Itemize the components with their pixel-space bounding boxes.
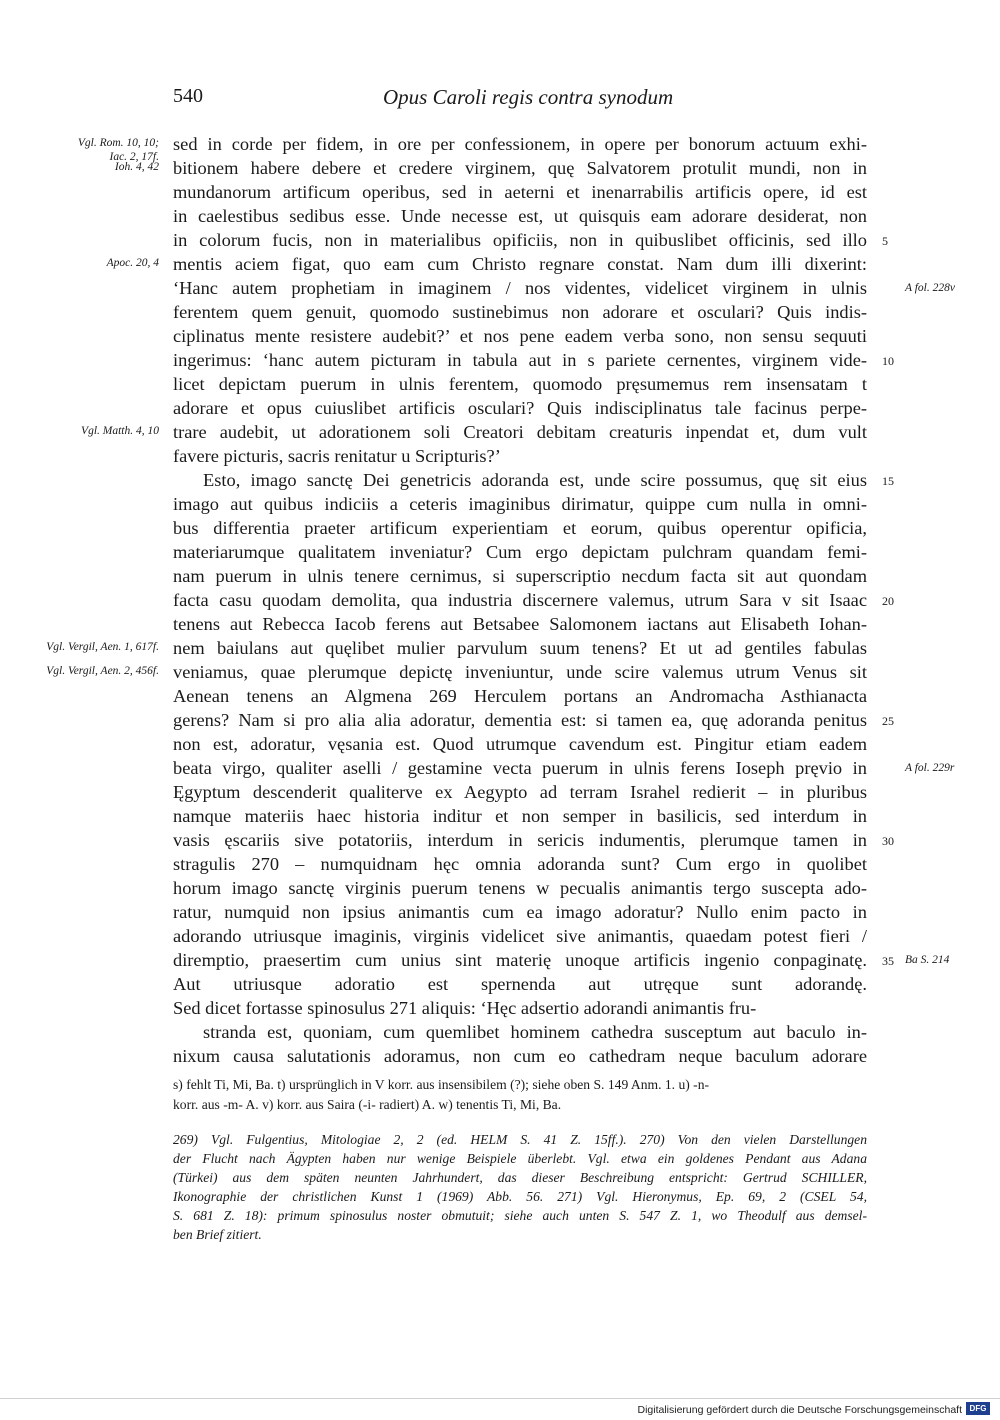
apparatus-line: korr. aus -m- A. v) korr. aus Saira (-i- radiert) A. w) tenentis Ti, Mi, Ba. — [173, 1097, 562, 1112]
text-line: ‘Hanc autem prophetiam in imaginem / nos videntes, videlicet virginem in ulnis — [173, 278, 867, 298]
text-line: adorare et opus cuiuslibet artificis osculari? Quis indisciplinatus tale facinus perpe- — [173, 398, 867, 418]
folio-reference: A fol. 229r — [905, 762, 955, 774]
apparatus-line: s) fehlt Ti, Mi, Ba. t) ursprünglich in V korr. aus insensibilem (?); siehe oben S. 149 Anm. 1. u) -n- — [173, 1077, 710, 1092]
text-line: gerens? Nam si pro alia alia adoratur, dementia est: si tamen ea, quę adoranda penitus — [173, 710, 867, 730]
line-number: 35 — [882, 954, 894, 968]
running-title: Opus Caroli regis contra synodum — [383, 85, 674, 109]
text-line: Sed dicet fortasse spinosulus 271 aliquis: ‘Hęc adsertio adorandi animantis fru- — [173, 998, 757, 1018]
footnote-line: der Flucht nach Ägypten haben nur wenige Beispiele überlebt. Vgl. etwa ein goldenes Pendant aus Adana — [173, 1151, 867, 1166]
footer-divider — [0, 1398, 1000, 1399]
margin-reference: Apoc. 20, 4 — [106, 257, 159, 269]
text-line: veniamus, quae plerumque depictę inveniuntur, unde scire valemus utrum Venus sit — [173, 662, 867, 682]
text-line: stragulis 270 – numquidnam hęc omnia adoranda sunt? Cum ergo in quolibet — [173, 854, 867, 874]
text-line: diremptio, praesertim cum unius sint materię unoque artificis ingenio conpaginatę. — [173, 950, 867, 970]
text-line: beata virgo, qualiter aselli / gestamine vecta puerum in ulnis ferens Ioseph pręvio in — [173, 758, 867, 778]
footnote-line: S. 681 Z. 18): primum spinosulus noster obmutuit; siehe auch unten S. 547 Z. 1, wo Theodulf aus demsel- — [173, 1208, 867, 1223]
footnote-line: 269) Vgl. Fulgentius, Mitologiae 2, 2 (ed. HELM S. 41 Z. 15ff.). 270) Von den vielen Darstellungen — [173, 1132, 867, 1147]
text-line: Aenean tenens an Algmena 269 Herculem portans an Andromacha Asthianacta — [173, 686, 867, 706]
folio-reference: Ba S. 214 — [905, 954, 950, 966]
text-line: ferentem quem genuit, quomodo sustinebimus non adorare et osculari? Quis indis- — [173, 302, 867, 322]
text-line: bus differentia praeter artificum experientiam et eorum, quibus operentur opificia, — [173, 518, 867, 538]
dfg-logo: DFG — [966, 1402, 990, 1415]
page-number: 540 — [173, 85, 203, 107]
text-line: ingerimus: ‘hanc autem picturam in tabula aut in s pariete cernentes, virginem vide- — [173, 350, 867, 370]
text-line: favere picturis, sacris renitatur u Scripturis?’ — [173, 446, 501, 466]
text-line: horum imago sanctę virginis puerum tenens w pecualis animantis tergo suscepta ado- — [173, 878, 867, 898]
margin-reference: Vgl. Rom. 10, 10; — [77, 137, 159, 149]
text-line: ciplinatus mente resistere audebit?’ et nos pene eadem verba sono, non sensu sequuti — [173, 326, 867, 346]
text-line: imago aut quibus indiciis a ceteris imaginibus dirimatur, quippe cum nulla in omni- — [173, 494, 867, 514]
text-line: Esto, imago sanctę Dei genetricis adoranda est, unde scire possumus, quę sit eius — [203, 470, 867, 490]
line-number: 5 — [882, 234, 888, 248]
text-line: mundanorum artificum operibus, sed in aeterni et inenarrabilis artificis opere, id est — [173, 182, 867, 202]
text-line: adorando utriusque imaginis, virginis videlicet sive animantis, quaedam potest fieri / — [173, 926, 867, 946]
margin-reference: Vgl. Vergil, Aen. 1, 617f. — [46, 641, 159, 653]
line-number: 10 — [882, 354, 894, 368]
text-line: Ęgyptum descenderit qualiterve ex Aegypto ad terram Israhel redierit – in pluribus — [173, 782, 867, 802]
footnote-line: Ikonographie der christlichen Kunst 1 (1969) Abb. 56. 271) Vgl. Hieronymus, Ep. 69, 2 (CSEL 54, — [173, 1189, 867, 1204]
text-line: tenens aut Rebecca Iacob ferens aut Betsabee Salomonem iactans aut Elisabeth Iohan- — [173, 614, 867, 634]
text-line: stranda est, quoniam, cum quemlibet hominem cathedra susceptum aut baculo in- — [203, 1022, 867, 1042]
footnote-line: (Türkei) aus dem späten neunten Jahrhundert, das dieser Beschreibung entspricht: Gertrud SCHILLER, — [173, 1170, 867, 1185]
text-line: licet depictam puerum in ulnis ferentem, quomodo pręsumemus rem insensatam t — [173, 374, 867, 394]
text-line: sed in corde per fidem, in ore per confessionem, in opere per bonorum actuum exhi- — [173, 134, 867, 154]
funding-note: Digitalisierung gefördert durch die Deutsche Forschungsgemeinschaft — [637, 1404, 962, 1416]
text-line: nixum causa salutationis adoramus, non cum eo cathedram neque baculum adorare — [173, 1046, 867, 1066]
text-line: bitionem habere debere et credere virginem, quę Salvatorem protulit mundi, non in — [173, 158, 867, 178]
text-line: non est, adoratur, vęsania est. Quod utrumque cavendum est. Pingitur etiam eadem — [173, 734, 867, 754]
text-line: in caelestibus sedibus esse. Unde necesse est, ut quisquis eam adorare desiderat, non — [173, 206, 867, 226]
line-number: 30 — [882, 834, 894, 848]
margin-reference: Iac. 2, 17f. — [109, 151, 159, 164]
text-line: materiarumque qualitatem inveniatur? Cum ergo depictam pulchram quandam femi- — [173, 542, 867, 562]
text-line: vasis ęscariis sive potatoriis, interdum in sericis indumentis, plerumque tamen in — [173, 830, 867, 850]
margin-reference: Vgl. Vergil, Aen. 2, 456f. — [46, 665, 159, 677]
text-line: nam puerum in ulnis tenere cernimus, si superscriptio necdum facta sit aut quondam — [173, 566, 867, 586]
text-line: ratur, numquid non ipsius animantis cum ea imago adoratur? Nullo enim pacto in — [173, 902, 867, 922]
line-number: 20 — [882, 594, 894, 608]
margin-reference: Vgl. Matth. 4, 10 — [81, 425, 159, 437]
text-line: in colorum fucis, non in materialibus opificiis, non in quibuslibet officinis, sed illo — [173, 230, 867, 250]
text-line: trare audebit, ut adorationem soli Creatori debitam creaturis inpendat et, dum vult — [173, 422, 867, 442]
footnote-line: ben Brief zitiert. — [173, 1227, 262, 1242]
text-line: namque materiis haec historia inditur et non semper in basilicis, sed interdum in — [173, 806, 867, 826]
text-line: facta casu quodam demolita, qua industria discernere valemus, utrum Sara v sit Isaac — [173, 590, 867, 610]
line-number: 25 — [882, 714, 894, 728]
text-line: nem baiulans aut quęlibet mulier parvulum suum tenens? Et ut ad gentiles fabulas — [173, 638, 867, 658]
text-line: Aut utriusque adoratio est spernenda aut utręque sunt adorandę. — [173, 974, 867, 994]
folio-reference: A fol. 228v — [905, 282, 955, 294]
text-line: mentis aciem figat, quo eam cum Christo regnare constat. Nam dum illi dixerint: — [173, 254, 867, 274]
line-number: 15 — [882, 474, 894, 488]
margin-reference: Ioh. 4, 42 — [114, 161, 159, 173]
